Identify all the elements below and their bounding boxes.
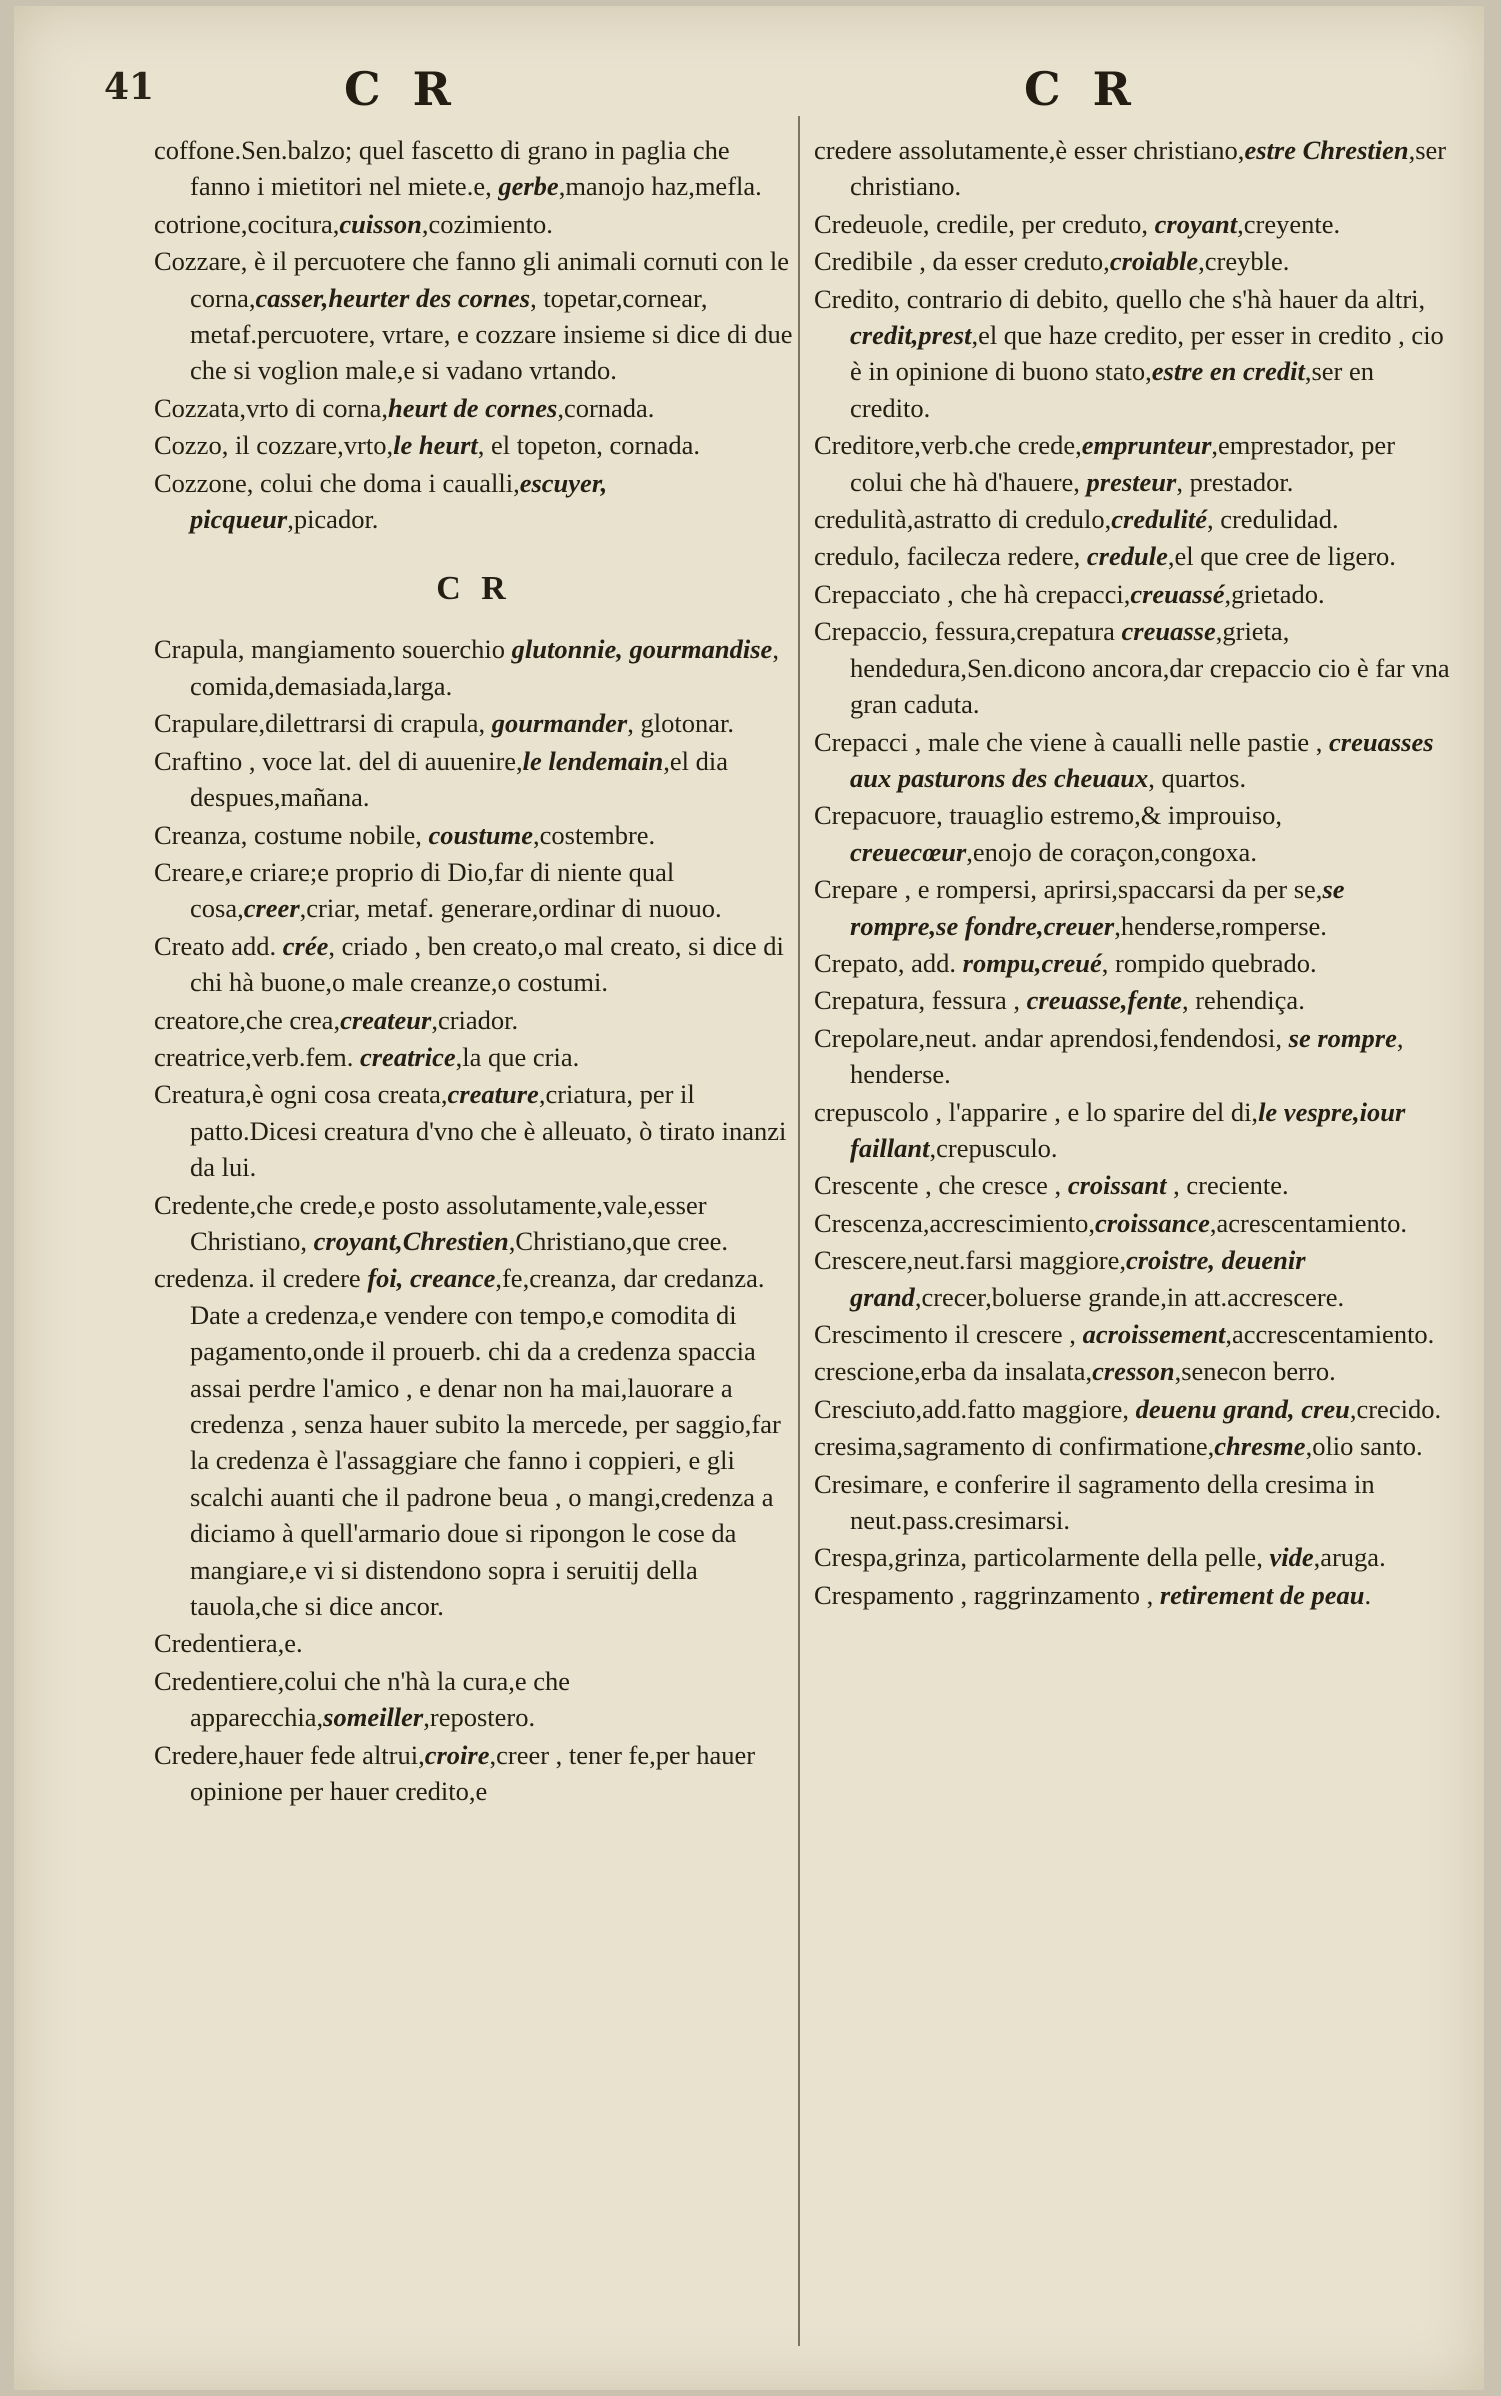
entry-text: Crapulare,dilettrarsi di crapula, — [154, 708, 492, 739]
dictionary-entry — [814, 427, 1454, 500]
dictionary-entry — [814, 1316, 1454, 1352]
dictionary-entry — [814, 206, 1454, 242]
french-equivalent: credule — [1086, 541, 1168, 572]
french-equivalent: estre Chrestien — [1244, 135, 1409, 165]
entry-text: ,la que cria. — [455, 1041, 580, 1072]
french-equivalent: emprunteur — [1081, 430, 1212, 461]
french-equivalent: le heurt — [393, 430, 478, 461]
dictionary-entry — [814, 1353, 1454, 1389]
page-number: 41 — [104, 66, 155, 108]
dictionary-entry — [154, 390, 794, 426]
right-entries — [814, 132, 1454, 1613]
dictionary-entry — [814, 1242, 1454, 1315]
french-equivalent: escuyer, picqueur — [190, 467, 608, 535]
entry-text: Creare,e criare;e proprio di Dio,far di niente qual cosa, — [154, 856, 675, 924]
dictionary-entry — [154, 427, 794, 463]
entry-text: . — [1364, 1579, 1372, 1610]
dictionary-entry — [154, 1663, 794, 1736]
left-entries-top — [154, 132, 794, 537]
entry-text: credulo, facilecza redere, — [814, 541, 1087, 572]
entry-text: ,fe,creanza, dar credanza. Date a credenza,e vendere con tempo,e comodita di pagamento,onde il prouerb. chi da a credenza spaccia assai perdre l'amico , e denar non ha mai,lauorare a credenza , senza hauer subito la mercede, per saggio,far la credenza è l'assaggiare che fanno i coppieri, e gli scalchi auanti che il padrone beua , o mangi,credenza a diciamo à quell'armario doue si ripongon le cose da mangiare,e vi si distendono sopra i seruitij della tauola,che si dice ancor. — [190, 1263, 781, 1622]
dictionary-entry — [814, 797, 1454, 870]
dictionary-entry — [814, 1539, 1454, 1575]
entry-text: , quartos. — [1148, 762, 1247, 793]
entry-text: ,creyble. — [1198, 246, 1290, 277]
entry-text: , comida,demasiada,larga. — [190, 634, 779, 701]
dictionary-entry — [154, 928, 794, 1001]
french-equivalent: credit,prest — [850, 320, 972, 351]
entry-text: Cozzare, è il percuotere che fanno gli animali cornuti con le corna, — [154, 246, 789, 313]
entry-text: ,cornada. — [557, 392, 655, 423]
entry-text: , prestador. — [1176, 466, 1294, 497]
dictionary-entry — [814, 1577, 1454, 1613]
entry-text: ,el que cree de ligero. — [1167, 541, 1396, 572]
entry-text: , el topeton, cornada. — [477, 430, 701, 461]
entry-text: , topetar,cornear, metaf.percuotere, vrtare, e cozzare insieme si dice di due che si voglion male,e si vadano vrtando. — [190, 282, 793, 386]
entry-text: Creditore,verb.che crede, — [814, 430, 1082, 461]
dictionary-entry — [814, 1428, 1454, 1464]
entry-text: ,creer , tener fe,per hauer opinione per hauer credito,e — [190, 1739, 756, 1807]
entry-text: Craftino , voce lat. del di auuenire, — [154, 745, 523, 776]
entry-text: , rehendiça. — [1181, 985, 1305, 1016]
entry-text: Credente,che crede,e posto assolutamente,vale,esser Christiano, — [154, 1189, 707, 1256]
dictionary-entry — [154, 854, 794, 927]
dictionary-entry — [154, 743, 794, 816]
dictionary-entry — [814, 1466, 1454, 1539]
french-equivalent: croyant,Chrestien — [313, 1225, 509, 1256]
dictionary-entry — [154, 631, 794, 704]
french-equivalent: creuasse,fente — [1026, 985, 1182, 1016]
dictionary-entry — [814, 1391, 1454, 1427]
french-equivalent: gerbe — [498, 171, 559, 202]
dictionary-entry — [814, 613, 1454, 722]
entry-text: ,criatura, per il patto.Dicesi creatura d'vno che è alleuato, ò tirato inanzi da lui. — [190, 1079, 787, 1183]
entry-text: ,ser christiano. — [850, 135, 1447, 202]
entry-text: creatrice,verb.fem. — [154, 1041, 360, 1072]
entry-text: Crepatura, fessura , — [814, 985, 1027, 1016]
french-equivalent: croyant — [1154, 208, 1238, 239]
entry-text: creatore,che crea, — [154, 1004, 341, 1035]
dictionary-entry — [154, 465, 794, 538]
french-equivalent: le vespre,iour faillant — [850, 1096, 1406, 1163]
french-equivalent: glutonnie, gourmandise — [511, 634, 773, 665]
entry-text: ,emprestador, per colui che hà d'hauere, — [850, 430, 1396, 497]
entry-text: ,ser en credito. — [850, 356, 1375, 423]
french-equivalent: creatrice — [359, 1041, 456, 1072]
dictionary-entry — [814, 281, 1454, 427]
french-equivalent: creuasses aux pasturons des cheuaux — [850, 726, 1434, 793]
entry-text: , credulidad. — [1206, 504, 1339, 535]
french-equivalent: croistre, deuenir grand — [850, 1245, 1306, 1312]
dictionary-entry — [814, 501, 1454, 537]
entry-text: ,grieta, hendedura,Sen.dicono ancora,dar crepaccio cio è far vna gran caduta. — [850, 616, 1450, 720]
dictionary-entry — [154, 1260, 794, 1624]
entry-text: cotrione,cocitura, — [154, 208, 340, 239]
french-equivalent: croissant — [1067, 1170, 1167, 1201]
entry-text: Crespamento , raggrinzamento , — [814, 1579, 1160, 1610]
dictionary-entry — [814, 945, 1454, 981]
french-equivalent: foi, creance — [367, 1263, 496, 1294]
entry-text: Creanza, costume nobile, — [154, 819, 429, 850]
entry-text: ,picador. — [287, 504, 379, 535]
entry-text: ,criar, metaf. generare,ordinar di nuouo. — [299, 893, 722, 924]
french-equivalent: chresme — [1214, 1431, 1306, 1462]
entry-text: ,el dia despues,mañana. — [190, 745, 729, 813]
french-equivalent: se rompre,se fondre,creuer — [850, 874, 1345, 941]
entry-text: credulità,astratto di credulo, — [814, 504, 1112, 535]
entry-text: ,manojo haz,mefla. — [558, 171, 762, 202]
french-equivalent: creuasse — [1121, 616, 1216, 647]
entry-text: Crescente , che cresce , — [814, 1170, 1068, 1201]
french-equivalent: heurt de cornes — [387, 392, 558, 423]
entry-text: Crescimento il crescere , — [814, 1319, 1083, 1349]
entry-text: credenza. il credere — [154, 1263, 368, 1294]
entry-text: ,crecido. — [1349, 1393, 1442, 1424]
right-running-heading: C R — [1024, 62, 1139, 116]
french-equivalent: creuecœur — [850, 836, 967, 867]
entry-text: Crepaccio, fessura,crepatura — [814, 616, 1122, 647]
dictionary-entry — [154, 817, 794, 853]
dictionary-entry — [154, 1039, 794, 1075]
entry-text: crescione,erba da insalata, — [814, 1356, 1093, 1387]
french-equivalent: acroissement — [1082, 1319, 1226, 1349]
french-equivalent: casser,heurter des cornes — [255, 282, 531, 313]
section-heading: C R — [436, 570, 512, 608]
dictionary-entry — [814, 1020, 1454, 1093]
entry-text: Cozzo, il cozzare,vrto, — [154, 430, 394, 461]
dictionary-entry — [814, 243, 1454, 279]
entry-text: , criado , ben creato,o mal creato, si dice di chi hà buone,o male creanze,o costumi. — [190, 930, 784, 998]
left-column — [154, 132, 794, 1810]
entry-text: ,aruga. — [1313, 1542, 1386, 1573]
dictionary-entry — [154, 132, 794, 205]
entry-text: Cozzata,vrto di corna, — [154, 392, 388, 423]
dictionary-entry — [814, 724, 1454, 797]
entry-text: ,repostero. — [423, 1702, 536, 1733]
french-equivalent: deuenu grand, creu — [1135, 1393, 1350, 1424]
entry-text: ,acrescentamiento. — [1209, 1207, 1408, 1238]
entry-text: Credeuole, credile, per creduto, — [814, 208, 1155, 239]
french-equivalent: credulité — [1111, 504, 1207, 535]
french-equivalent: retirement de peau — [1159, 1579, 1365, 1610]
french-equivalent: croiable — [1109, 246, 1199, 277]
french-equivalent: someiller — [323, 1702, 424, 1733]
entry-text: ,Christiano,que cree. — [508, 1225, 729, 1256]
entry-text: Crepacciato , che hà crepacci, — [814, 578, 1131, 609]
entry-text: , creciente. — [1166, 1170, 1289, 1201]
dictionary-entry — [154, 705, 794, 741]
entry-text: ,costembre. — [533, 819, 656, 850]
dictionary-entry — [814, 1094, 1454, 1167]
entry-text: Creato add. — [154, 930, 283, 961]
french-equivalent: createur — [340, 1004, 432, 1035]
dictionary-entry — [814, 982, 1454, 1018]
french-equivalent: coustume — [428, 819, 534, 850]
entry-text: credere assolutamente,è esser christiano, — [814, 135, 1245, 165]
page-header — [14, 62, 1484, 122]
french-equivalent: creuassé — [1130, 578, 1225, 609]
entry-text: ,creyente. — [1237, 208, 1341, 239]
entry-text: Credibile , da esser creduto, — [814, 246, 1110, 277]
dictionary-entry — [814, 871, 1454, 944]
entry-text: Crescere,neut.farsi maggiore, — [814, 1245, 1126, 1276]
column-divider — [798, 116, 800, 2346]
entry-text: coffone.Sen.balzo; quel fascetto di grano in paglia che fanno i mietitori nel miete.e, — [154, 135, 730, 202]
entry-text: Crepato, add. — [814, 947, 963, 978]
dictionary-entry — [154, 1737, 794, 1810]
left-running-heading: C R — [344, 62, 459, 116]
french-equivalent: gourmander — [491, 708, 628, 739]
left-entries-bottom — [154, 631, 794, 1809]
entry-text: ,henderse,romperse. — [1114, 910, 1327, 941]
entry-text: Crapula, mangiamento souerchio — [154, 634, 512, 665]
entry-text: Crescenza,accrescimiento, — [814, 1207, 1096, 1238]
entry-text: cresima,sagramento di confirmatione, — [814, 1431, 1215, 1462]
dictionary-entry — [154, 1187, 794, 1260]
dictionary-entry — [814, 1205, 1454, 1241]
entry-text: Cresciuto,add.fatto maggiore, — [814, 1393, 1136, 1424]
french-equivalent: se rompre — [1288, 1022, 1397, 1053]
dictionary-entry — [814, 132, 1454, 205]
entry-text: Credito, contrario di debito, quello che s'hà hauer da altri, — [814, 283, 1426, 314]
entry-text: ,el que haze credito, per esser in credito , cio è in opinione di buono stato, — [850, 320, 1444, 387]
french-equivalent: croissance — [1095, 1207, 1210, 1238]
entry-text: Crepacci , male che viene à caualli nelle pastie , — [814, 726, 1330, 757]
entry-text: ,enojo de coraçon,congoxa. — [966, 836, 1257, 867]
french-equivalent: rompu,creué — [962, 947, 1102, 978]
dictionary-entry — [814, 538, 1454, 574]
entry-text: Crespa,grinza, particolarmente della pelle, — [814, 1542, 1270, 1573]
entry-text: Cresimare, e conferire il sagramento della cresima in neut.pass.cresimarsi. — [814, 1468, 1375, 1536]
entry-text: crepuscolo , l'apparire , e lo sparire del di, — [814, 1096, 1259, 1127]
french-equivalent: croire — [424, 1739, 490, 1770]
dictionary-entry — [814, 1167, 1454, 1203]
french-equivalent: vide — [1269, 1542, 1314, 1573]
french-equivalent: estre en credit — [1151, 356, 1305, 387]
dictionary-entry — [814, 576, 1454, 612]
right-column — [814, 132, 1454, 1614]
entry-text: Credentiere,colui che n'hà la cura,e che apparecchia, — [154, 1665, 571, 1733]
french-equivalent: presteur — [1086, 466, 1177, 497]
entry-text: ,accrescentamiento. — [1225, 1319, 1435, 1349]
dictionary-entry — [154, 243, 794, 389]
entry-text: Crepolare,neut. andar aprendosi,fendendosi, — [814, 1022, 1289, 1053]
dictionary-entry — [154, 1002, 794, 1038]
french-equivalent: crée — [282, 930, 329, 961]
book-page — [14, 6, 1484, 2390]
entry-text: ,crecer,boluerse grande,in att.accrescere. — [914, 1281, 1345, 1312]
entry-text: Credentiera,e. — [154, 1628, 303, 1659]
french-equivalent: creature — [447, 1079, 539, 1110]
entry-text: Crepare , e rompersi, aprirsi,spaccarsi da per se, — [814, 874, 1323, 905]
entry-text: ,criador. — [431, 1004, 519, 1035]
entry-text: Cozzone, colui che doma i caualli, — [154, 467, 520, 498]
french-equivalent: cresson — [1092, 1356, 1175, 1387]
entry-text: ,cozimiento. — [421, 208, 553, 239]
dictionary-entry — [154, 1625, 794, 1661]
entry-text: Crepacuore, trauaglio estremo,& improuiso, — [814, 800, 1283, 831]
entry-text: ,senecon berro. — [1174, 1356, 1336, 1387]
entry-text: , rompido quebrado. — [1101, 947, 1317, 978]
dictionary-entry — [154, 1076, 794, 1185]
entry-text: ,grietado. — [1224, 578, 1325, 609]
french-equivalent: creer — [243, 893, 300, 924]
entry-text: , glotonar. — [627, 708, 734, 739]
entry-text: Creatura,è ogni cosa creata, — [154, 1079, 448, 1110]
entry-text: ,crepusculo. — [929, 1132, 1058, 1163]
entry-text: , henderse. — [850, 1022, 1404, 1090]
entry-text: Credere,hauer fede altrui, — [154, 1739, 425, 1770]
dictionary-entry — [154, 206, 794, 242]
entry-text: ,olio santo. — [1305, 1431, 1423, 1462]
french-equivalent: le lendemain — [522, 745, 664, 776]
french-equivalent: cuisson — [339, 208, 422, 239]
